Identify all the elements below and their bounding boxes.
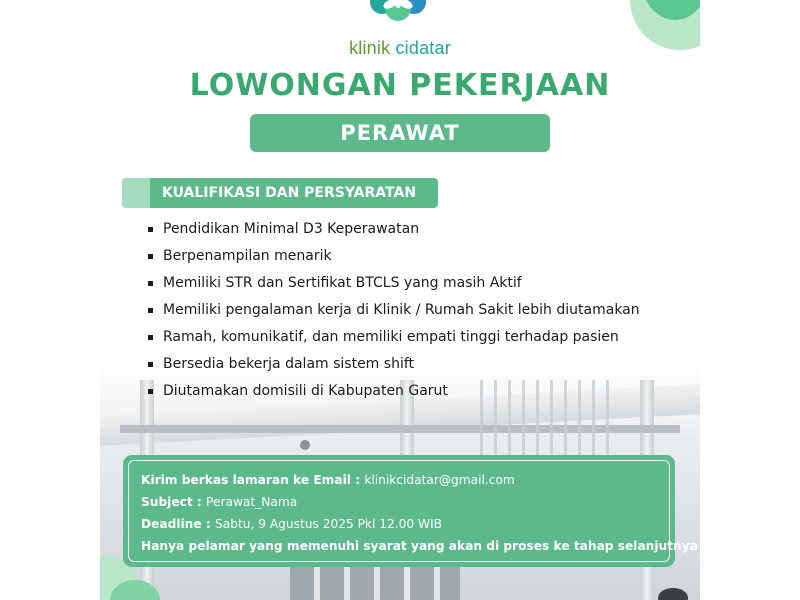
clinic-logo-text	[100, 38, 700, 59]
section-heading-label: KUALIFIKASI DAN PERSYARATAN	[162, 185, 417, 201]
clinic-logo-icon	[368, 0, 428, 22]
position-badge: PERAWAT	[250, 114, 550, 152]
page-title: LOWONGAN PEKERJAAN	[189, 68, 611, 103]
subject-value: Perawat_Nama	[206, 495, 298, 509]
list-item: Bersedia bekerja dalam sistem shift	[148, 351, 688, 378]
deadline-label: Deadline :	[141, 517, 215, 531]
job-poster	[100, 0, 700, 600]
subject-label: Subject :	[141, 495, 207, 509]
requirements-list	[148, 216, 688, 405]
logo-word-klinik: klinik	[349, 38, 391, 58]
list-item: Diutamakan domisili di Kabupaten Garut	[148, 378, 688, 405]
list-item: Ramah, komunikatif, dan memiliki empati tinggi terhadap pasien	[148, 324, 688, 351]
section-heading-accent	[122, 178, 150, 208]
application-info-inner	[128, 460, 698, 562]
deadline-line	[141, 513, 657, 535]
application-info-box	[123, 455, 698, 567]
deadline-value: Sabtu, 9 Agustus 2025 Pkl 12.00 WIB	[215, 517, 443, 531]
email-label: Kirim berkas lamaran ke Email :	[141, 473, 365, 487]
building-windows	[290, 565, 460, 600]
subject-line	[141, 491, 657, 513]
selection-note-text: Hanya pelamar yang memenuhi syarat yang akan di proses ke tahap selanjutnya	[141, 539, 698, 553]
list-item: Berpenampilan menarik	[148, 243, 688, 270]
email-line	[141, 469, 657, 491]
ceiling-lamp-icon	[300, 440, 310, 450]
list-item: Pendidikan Minimal D3 Keperawatan	[148, 216, 688, 243]
list-item: Memiliki pengalaman kerja di Klinik / Rumah Sakit lebih diutamakan	[148, 297, 688, 324]
email-value[interactable]: klinikcidatar@gmail.com	[364, 473, 515, 487]
selection-note	[141, 535, 698, 557]
section-heading	[122, 178, 438, 208]
list-item: Memiliki STR dan Sertifikat BTCLS yang masih Aktif	[148, 270, 688, 297]
logo-word-cidatar: cidatar	[395, 38, 451, 58]
